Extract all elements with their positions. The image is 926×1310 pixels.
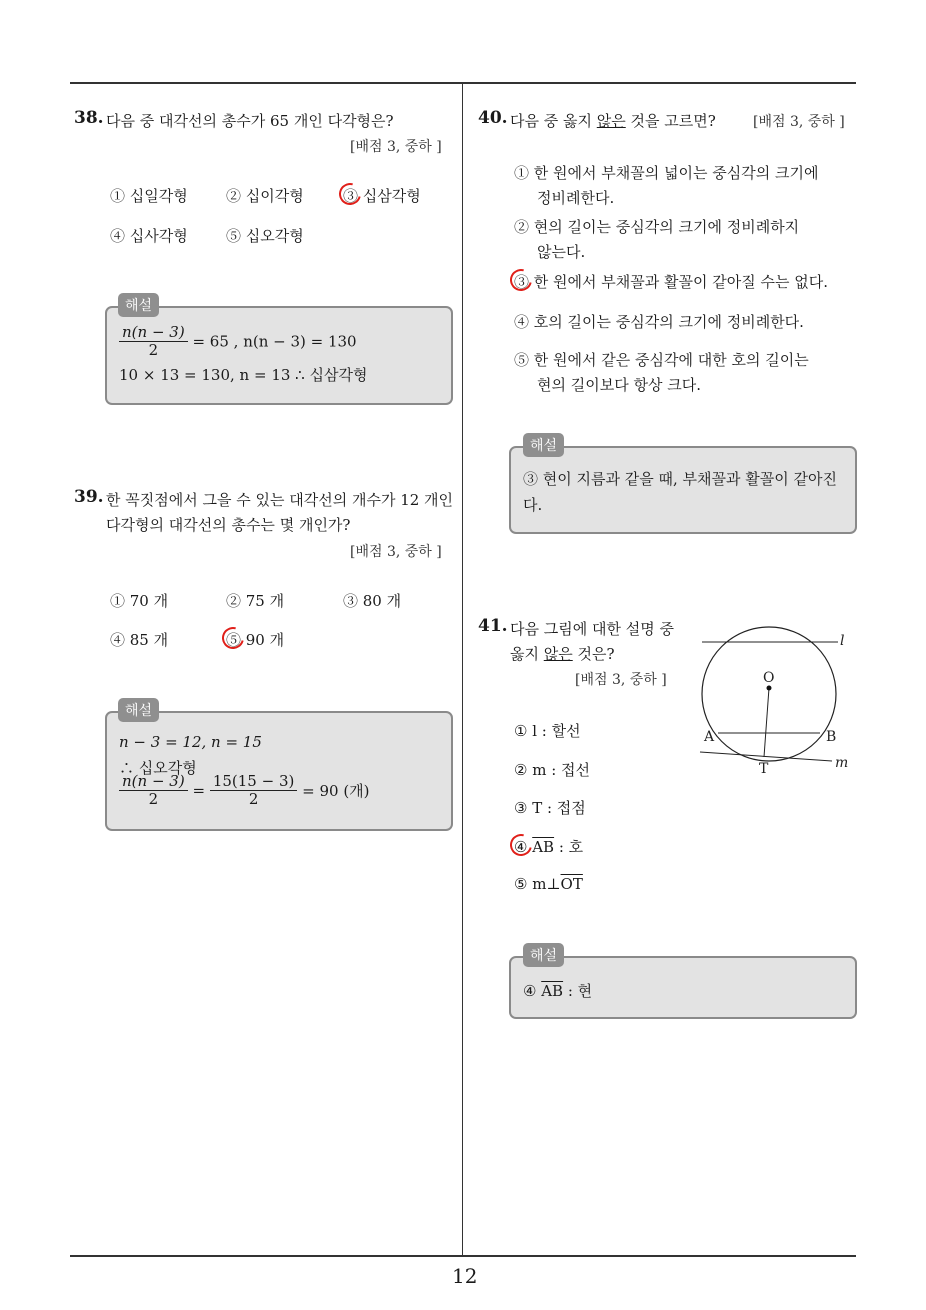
q38-choice-4[interactable]: ④ 십사각형 bbox=[110, 227, 188, 245]
q40-explanation-label: 해설 bbox=[523, 433, 564, 457]
q38-expl-fraction: $\frac{n(n - 3)}{2}$ bbox=[119, 324, 188, 359]
q39-explanation-box bbox=[105, 711, 453, 831]
q39-choice-2[interactable]: ② 75 개 bbox=[226, 592, 285, 610]
q40-choice-1-cont: 정비례한다. bbox=[537, 189, 615, 207]
q41-explanation-label: 해설 bbox=[523, 943, 564, 967]
radius-ot bbox=[764, 688, 769, 757]
q41-choice-2[interactable]: ② m : 접선 bbox=[514, 761, 591, 779]
q41-text-line1: 다음 그림에 대한 설명 중 bbox=[510, 620, 674, 638]
q38-score: [배점 3, 중하 ] bbox=[350, 139, 442, 155]
q38-expl-line2: 10 × 13 = 130, n = 13 ∴ 십삼각형 bbox=[119, 366, 368, 384]
q40-explanation-box bbox=[509, 446, 857, 534]
q40-expl-line2: 다. bbox=[523, 496, 543, 514]
q39-number: 39. bbox=[74, 487, 104, 507]
q39-expl-line1: n − 3 = 12, n = 15 bbox=[119, 733, 262, 751]
bottom-rule bbox=[70, 1255, 856, 1257]
q40-choice-4[interactable]: ④ 호의 길이는 중심각의 크기에 정비례한다. bbox=[514, 313, 804, 331]
q39-choice-3[interactable]: ③ 80 개 bbox=[343, 592, 402, 610]
q38-expl-line1: $\frac{n(n - 3)}{2}$ = 65 , n(n − 3) = 130 bbox=[119, 324, 357, 359]
q40-choice-5[interactable]: ⑤ 한 원에서 같은 중심각에 대한 호의 길이는 bbox=[514, 351, 809, 369]
label-b: B bbox=[826, 729, 837, 745]
q39-score: [배점 3, 중하 ] bbox=[350, 544, 442, 560]
q40-choice-2[interactable]: ② 현의 길이는 중심각의 크기에 정비례하지 bbox=[514, 218, 800, 236]
label-m: m bbox=[835, 755, 849, 771]
q38-choice-5[interactable]: ⑤ 십오각형 bbox=[226, 227, 304, 245]
q40-choice-3[interactable]: ③ 한 원에서 부채꼴과 활꼴이 같아질 수는 없다. bbox=[514, 273, 828, 291]
q39-expl-fraction-2: $\frac{15(15 - 3)}{2}$ bbox=[210, 773, 298, 808]
q39-explanation-label: 해설 bbox=[118, 698, 159, 722]
q41-circle-figure bbox=[690, 615, 860, 785]
q41-choice-4[interactable]: ④ $\overline{AB}$ : 호 bbox=[514, 838, 584, 856]
q39-expl-line2: ∴ 십오각형 bbox=[119, 759, 197, 777]
q41-number: 41. bbox=[478, 616, 508, 636]
page-number: 12 bbox=[452, 1264, 478, 1288]
q38-choice-1[interactable]: ① 십일각형 bbox=[110, 187, 188, 205]
q41-score: [배점 3, 중하 ] bbox=[575, 672, 667, 688]
column-divider bbox=[462, 84, 463, 1256]
q40-score: [배점 3, 중하 ] bbox=[753, 114, 845, 130]
q40-text: 다음 중 옳지 않은 것을 고르면? bbox=[510, 112, 716, 130]
q39-expl-fraction-1: $\frac{n(n - 3)}{2}$ bbox=[119, 773, 188, 808]
q38-explanation-box bbox=[105, 306, 453, 405]
q41-expl-line1: ④ $\overline{AB}$ : 현 bbox=[523, 982, 593, 1000]
q41-choice-1[interactable]: ① l : 할선 bbox=[514, 722, 581, 740]
q39-choice-4[interactable]: ④ 85 개 bbox=[110, 631, 169, 649]
q38-number: 38. bbox=[74, 108, 104, 128]
label-o: O bbox=[763, 670, 775, 686]
q40-choice-1[interactable]: ① 한 원에서 부채꼴의 넓이는 중심각의 크기에 bbox=[514, 164, 819, 182]
q39-choice-5[interactable]: ⑤ 90 개 bbox=[226, 631, 285, 649]
top-rule bbox=[70, 82, 856, 84]
q38-explanation-label: 해설 bbox=[118, 293, 159, 317]
q39-text-line1: 한 꼭짓점에서 그을 수 있는 대각선의 개수가 12 개인 bbox=[106, 491, 454, 509]
label-t: T bbox=[759, 761, 769, 777]
tangent-line-m bbox=[700, 752, 832, 761]
q40-choice-2-cont: 않는다. bbox=[537, 243, 586, 261]
label-a: A bbox=[704, 729, 715, 745]
q38-choice-3[interactable]: ③ 십삼각형 bbox=[343, 187, 421, 205]
q38-text: 다음 중 대각선의 총수가 65 개인 다각형은? bbox=[106, 112, 394, 130]
q40-choice-5-cont: 현의 길이보다 항상 크다. bbox=[537, 376, 701, 394]
q40-expl-line1: ③ 현이 지름과 같을 때, 부채꼴과 활꼴이 같아진 bbox=[523, 470, 837, 488]
q41-choice-3[interactable]: ③ T : 접점 bbox=[514, 799, 586, 817]
q41-text-line2: 옳지 않은 것은? bbox=[510, 645, 615, 663]
q38-choice-2[interactable]: ② 십이각형 bbox=[226, 187, 304, 205]
label-l: l bbox=[840, 633, 845, 649]
q41-choice-5[interactable]: ⑤ $m\perp\overline{OT}$ bbox=[514, 875, 583, 893]
center-point bbox=[767, 686, 772, 691]
q39-text-line2: 다각형의 대각선의 총수는 몇 개인가? bbox=[106, 516, 351, 534]
q39-choice-1[interactable]: ① 70 개 bbox=[110, 592, 169, 610]
q39-expl-line3: $\frac{n(n - 3)}{2}$ = $\frac{15(15 - 3)}{2}$ = 90 (개) bbox=[119, 773, 370, 808]
q40-number: 40. bbox=[478, 108, 508, 128]
